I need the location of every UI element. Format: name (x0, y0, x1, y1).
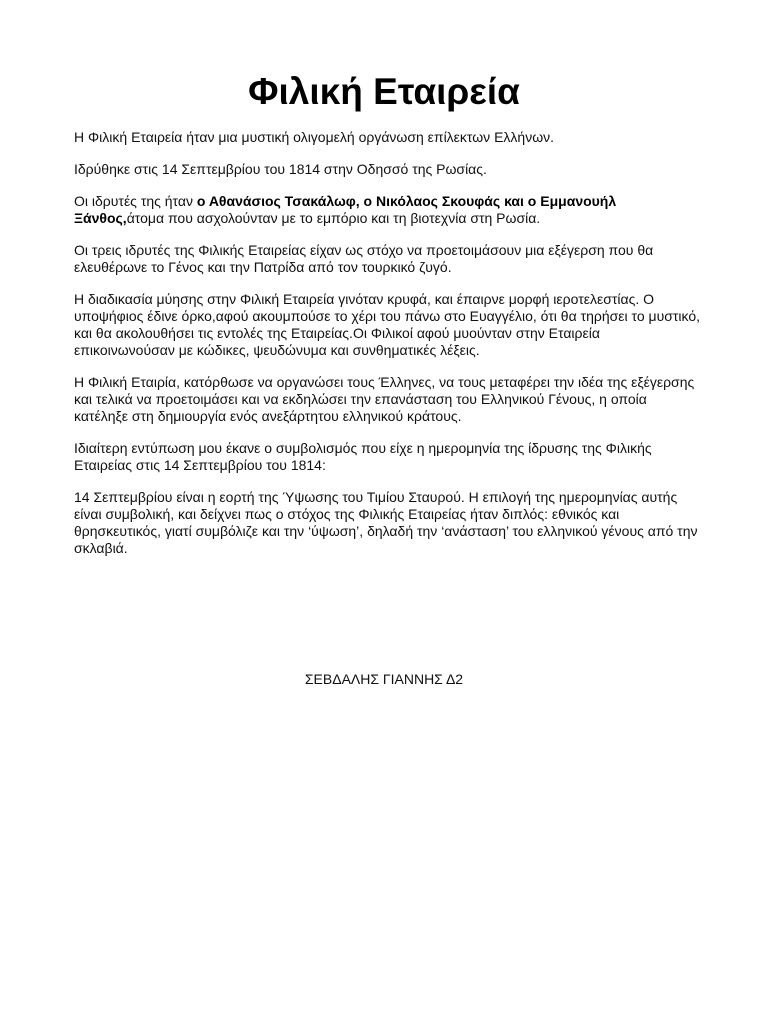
paragraph-founding: Ιδρύθηκε στις 14 Σεπτεμβρίου του 1814 στην Οδησσό της Ρωσίας. (74, 161, 487, 177)
document-title: Φιλική Εταιρεία (248, 71, 520, 112)
paragraph-goal: Οι τρεις ιδρυτές της Φιλικής Εταιρείας είχαν ως στόχο να προετοιμάσουν μια εξέγερση που θα ελευθέρωνε το Γένος και την Πατρίδα από τον τουρκικό ζυγό. (74, 242, 654, 275)
founders-intro-text: Οι ιδρυτές της ήταν (74, 193, 197, 209)
founders-names: ο Αθανάσιος Τσακάλωφ, ο Νικόλαος Σκουφάς και ο Εμμανουήλ Ξάνθος, (74, 193, 617, 226)
paragraph-achievement: Η Φιλική Εταιρία, κατόρθωσε να οργανώσει τους Έλληνες, να τους μεταφέρει την ιδέα της εξέγερσης και τελικά να προετοιμάσει και να εκδηλώσει την επανάσταση του Ελληνικού Γένους, η οποία κατέληξε στη δημιουργία ενός ανεξάρτητου ελληνικού κράτους. (74, 374, 695, 424)
paragraph-initiation: Η διαδικασία μύησης στην Φιλική Εταιρεία γινόταν κρυφά, και έπαιρνε μορφή ιεροτελεστίας. Ο υποψήφιος έδινε όρκο,αφού ακουμπούσε το χέρι του πάνω στο Ευαγγέλιο, ότι θα τηρήσει το μυστικό, και θα ακολουθήσει τις εντολές της Εταιρείας.Οι Φιλικοί αφού μυούνταν στην Εταιρεία επικοινωνούσαν με κώδικες, ψευδώνυμα και συνθηματικές λέξεις. (74, 291, 701, 358)
author-signature: ΣΕΒΔΑΛΗΣ ΓΙΑΝΝΗΣ Δ2 (304, 671, 464, 687)
paragraph-intro: Η Φιλική Εταιρεία ήταν μια μυστική ολιγομελή οργάνωση επίλεκτων Ελλήνων. (74, 129, 555, 145)
paragraph-date-meaning: 14 Σεπτεμβρίου είναι η εορτή της Ύψωσης του Τιμίου Σταυρού. Η επιλογή της ημερομηνίας αυτής είναι συμβολική, και δείχνει πως ο στόχος της Φιλικής Εταιρείας ήταν διπλός: εθνικός και θρησκευτικός, γιατί συμβόλιζε και την ‘ύψωση’, δηλαδή την ‘ανάσταση’ του ελληνικού γένους από την σκλαβιά. (74, 489, 698, 556)
document-body (74, 129, 704, 572)
founders-occupation-text: άτομα που ασχολούνταν με το εμπόριο και τη βιοτεχνία στη Ρωσία. (126, 210, 541, 226)
paragraph-symbolism: Ιδιαίτερη εντύπωση μου έκανε ο συμβολισμός που είχε η ημερομηνία της ίδρυσης της Φιλικής Εταιρείας στις 14 Σεπτεμβρίου του 1814: (74, 440, 652, 473)
paragraph-founders (74, 193, 704, 227)
